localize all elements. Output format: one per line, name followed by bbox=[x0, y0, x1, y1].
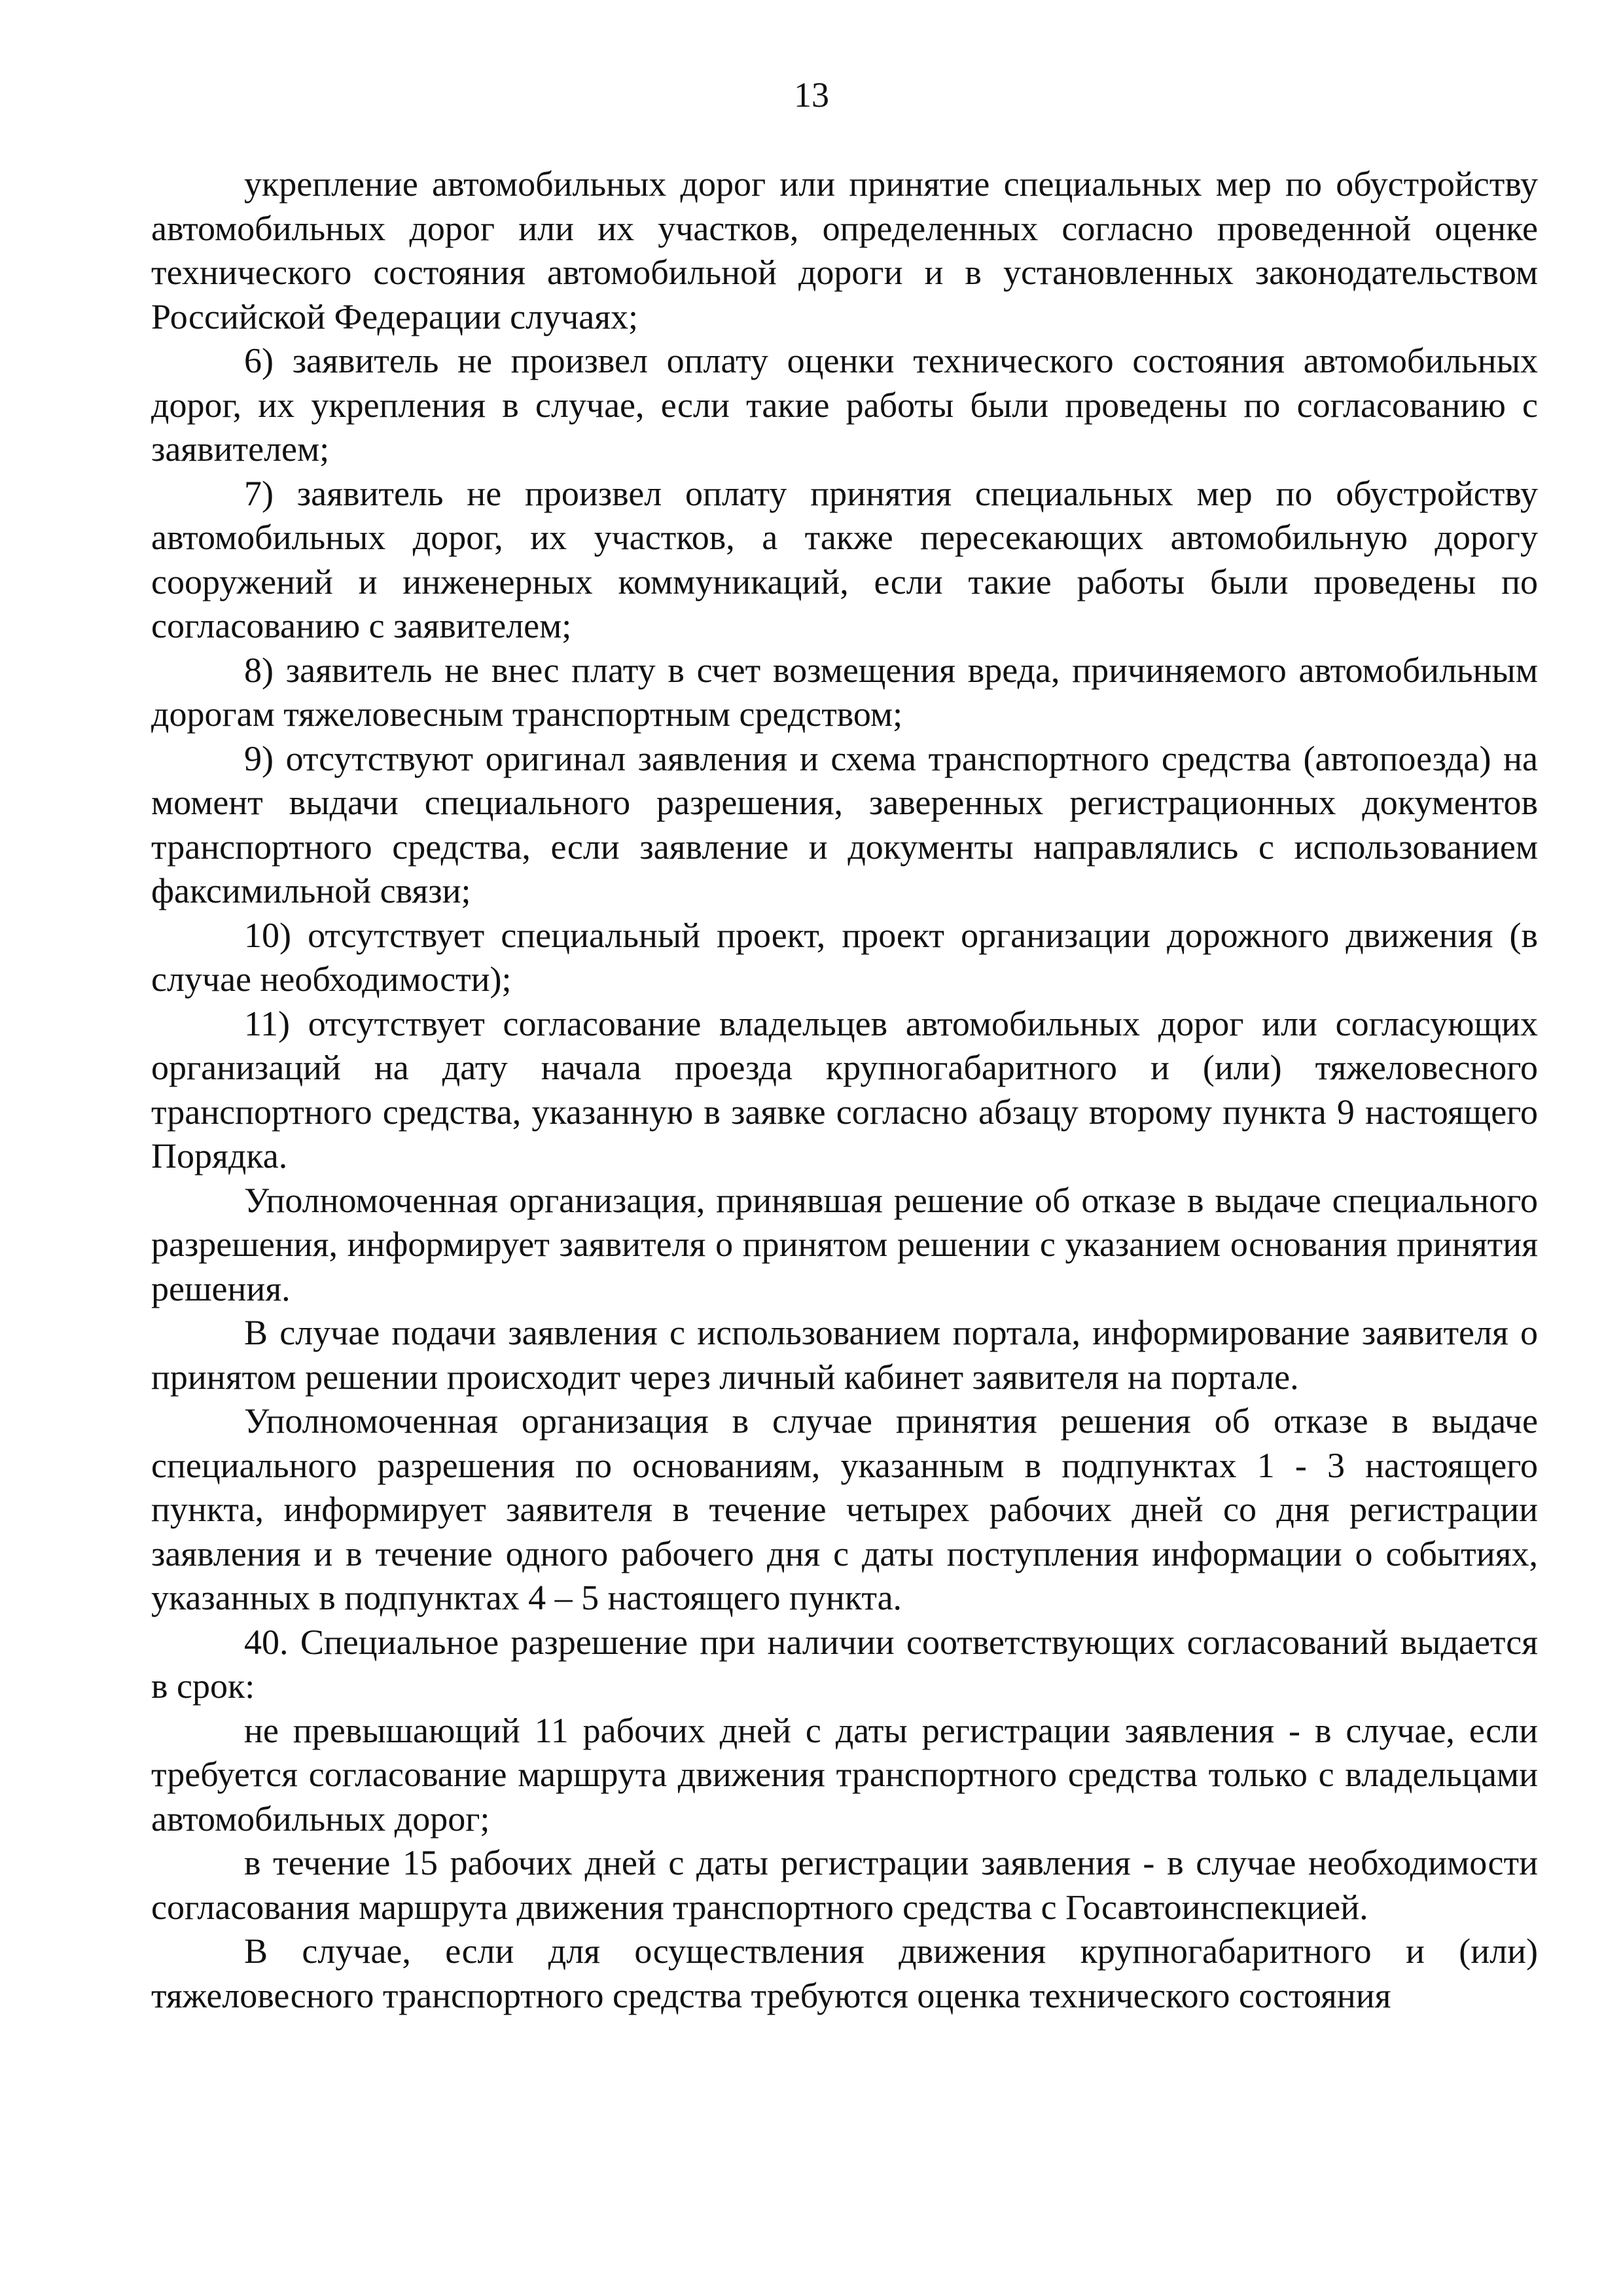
paragraph-item-10: 10) отсутствует специальный проект, проект организации дорожного движения (в случае необходимости); bbox=[151, 915, 1538, 999]
paragraph-item-7: 7) заявитель не произвел оплату принятия специальных мер по обустройству автомобильных дорог, их участков, а также пересекающих автомобильную дорогу сооружений и инженерных коммуникаций, если такие работы были проведены по согласованию с заявителем; bbox=[151, 473, 1538, 645]
paragraph-technical-assessment: В случае, если для осуществления движения крупногабаритного и (или) тяжеловесного транспортного средства требуются оценка технического состояния bbox=[151, 1931, 1538, 2015]
paragraph-notice-timing: Уполномоченная организация в случае принятия решения об отказе в выдаче специального разрешения по основаниям, указанным в подпунктах 1 - 3 настоящего пункта, информирует заявителя в течение четырех рабочих дней со дня регистрации заявления и в течение одного рабочего дня с даты поступления информации о событиях, указанных в подпунктах 4 – 5 настоящего пункта. bbox=[151, 1401, 1538, 1617]
page-number: 13 bbox=[794, 75, 829, 115]
paragraph-item-8: 8) заявитель не внес плату в счет возмещения вреда, причиняемого автомобильным дорогам тяжеловесным транспортным средством; bbox=[151, 650, 1538, 734]
paragraph-item-11: 11) отсутствует согласование владельцев автомобильных дорог или согласующих организаций на дату начала проезда крупногабаритного и (или) тяжеловесного транспортного средства, указанную в заявке согласно абзацу второму пункта 9 настоящего Порядка. bbox=[151, 1003, 1538, 1175]
body-text bbox=[151, 162, 1538, 2018]
paragraph-section-40: 40. Специальное разрешение при наличии соответствующих согласований выдается в срок: bbox=[151, 1622, 1538, 1706]
paragraph-item-9: 9) отсутствуют оригинал заявления и схема транспортного средства (автопоезда) на момент выдачи специального разрешения, заверенных регистрационных документов транспортного средства, если заявление и документы направлялись с использованием факсимильной связи; bbox=[151, 738, 1538, 910]
paragraph-portal-notice: В случае подачи заявления с использованием портала, информирование заявителя о принятом решении происходит через личный кабинет заявителя на портале. bbox=[151, 1313, 1538, 1397]
paragraph-term-11-days: не превышающий 11 рабочих дней с даты регистрации заявления - в случае, если требуется согласование маршрута движения транспортного средства только с владельцами автомобильных дорог; bbox=[151, 1710, 1538, 1839]
paragraph-reinforcement: укрепление автомобильных дорог или принятие специальных мер по обустройству автомобильных дорог или их участков, определенных согласно проведенной оценке технического состояния автомобильной дороги и в установленных законодательством Российской Федерации случаях; bbox=[151, 164, 1538, 336]
paragraph-refusal-notice: Уполномоченная организация, принявшая решение об отказе в выдаче специального разрешения, информирует заявителя о принятом решении с указанием основания принятия решения. bbox=[151, 1180, 1538, 1308]
paragraph-item-6: 6) заявитель не произвел оплату оценки технического состояния автомобильных дорог, их укрепления в случае, если такие работы были проведены по согласованию с заявителем; bbox=[151, 341, 1538, 469]
paragraph-term-15-days: в течение 15 рабочих дней с даты регистрации заявления - в случае необходимости согласования маршрута движения транспортного средства с Госавтоинспекцией. bbox=[151, 1843, 1538, 1927]
